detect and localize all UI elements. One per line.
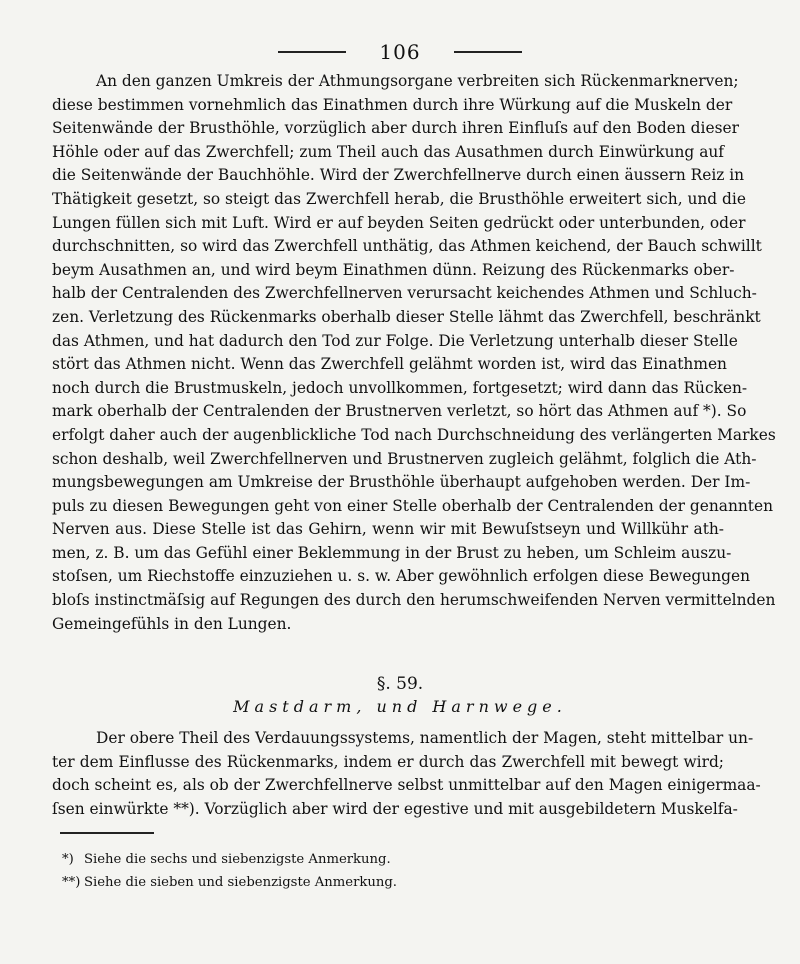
text-line: Nerven aus. Diese Stelle ist das Gehirn, wenn wir mit Bewuſstseyn und Willkühr ath- [52,520,724,539]
text-line: die Seitenwände der Bauchhöhle. Wird der Zwerchfellnerve durch einen äussern Reiz in [52,166,745,185]
footnote-mark: *) [62,852,74,867]
text-line: stört das Athmen nicht. Wenn das Zwerchfell gelähmt worden ist, wird das Einathmen [52,355,727,374]
text-line: mark oberhalb der Centralenden der Brustnerven verletzt, so hört das Athmen auf *). So [52,402,747,421]
paragraph-main [52,70,776,636]
text-line: halb der Centralenden des Zwerchfellnerven verursacht keichendes Athmen und Schluch- [52,284,757,303]
paragraph-second [52,727,761,821]
footnote-rule [60,832,154,834]
text-line: stoſsen, um Riechstoffe einzuziehen u. s. w. Aber gewöhnlich erfolgen diese Bewegungen [52,567,750,586]
text-line: Lungen füllen sich mit Luft. Wird er auf beyden Seiten gedrückt oder unterbunden, oder [52,213,746,232]
text-line: puls zu diesen Bewegungen geht von einer Stelle oberhalb der Centralenden der genannten [52,496,773,515]
text-line: Seitenwände der Brusthöhle, vorzüglich aber durch ihren Einfluſs auf den Boden dieser [52,119,739,138]
text-line: men, z. B. um das Gefühl einer Beklemmung in der Brust zu heben, um Schleim auszu- [52,543,732,562]
text-line: ter dem Einflusse des Rückenmarks, indem er durch das Zwerchfell mit bewegt wird; [52,752,724,771]
text-line: noch durch die Brustmuskeln, jedoch unvollkommen, fortgesetzt; wird dann das Rücken- [52,378,748,397]
text-line: zen. Verletzung des Rückenmarks oberhalb dieser Stelle lähmt das Zwerchfell, beschränkt [52,307,761,326]
footnotes [62,848,397,894]
footnote-text: Siehe die sechs und siebenzigste Anmerkung. [84,852,391,867]
footnote [62,848,397,871]
text-line: schon deshalb, weil Zwerchfellnerven und Brustnerven zugleich gelähmt, folglich die Ath- [52,449,757,468]
text-line: Gemeingefühls in den Lungen. [52,614,292,633]
text-line: ſsen einwürkte **). Vorzüglich aber wird der egestive und mit ausgebildetern Muskelfa- [52,799,738,818]
text-line: das Athmen, und hat dadurch den Tod zur Folge. Die Verletzung unterhalb dieser Stelle [52,331,738,350]
footnote-mark: **) [62,875,81,890]
footnote-text: Siehe die sieben und siebenzigste Anmerkung. [84,875,397,890]
text-line: Thätigkeit gesetzt, so steigt das Zwerchfell herab, die Brusthöhle erweitert sich, und die [52,189,746,208]
text-line: bloſs instinctmäſsig auf Regungen des durch den herumschweifenden Nerven vermittelnden [52,591,776,610]
text-line: doch scheint es, als ob der Zwerchfellnerve selbst unmittelbar auf den Magen einigermaa- [52,776,761,795]
text-line: An den ganzen Umkreis der Athmungsorgane verbreiten sich Rückenmarknerven; [96,72,739,90]
header-rule-left [278,51,346,53]
header-rule-right [454,51,522,53]
text-line: diese bestimmen vornehmlich das Einathmen durch ihre Würkung auf die Muskeln der [52,95,733,114]
text-line: beym Ausathmen an, und wird beym Einathmen dünn. Reizung des Rückenmarks ober- [52,260,735,279]
text-line: mungsbewegungen am Umkreise der Brusthöhle überhaupt aufgehoben werden. Der Im- [52,473,751,492]
page-header [0,40,800,70]
text-line: Höhle oder auf das Zwerchfell; zum Theil auch das Ausathmen durch Einwürkung auf [52,142,724,161]
section-number: §. 59. [376,674,424,694]
section-title: Mastdarm, und Harnwege. [233,697,567,716]
text-line: Der obere Theil des Verdauungssystems, namentlich der Magen, steht mittelbar un- [96,729,754,747]
text-line: durchschnitten, so wird das Zwerchfell unthätig, das Athmen keichend, der Bauch schwillt [52,237,762,256]
footnote [62,871,397,894]
text-line: erfolgt daher auch der augenblickliche Tod nach Durchschneidung des verlängerten Markes [52,425,776,444]
page-number: 106 [379,40,421,64]
